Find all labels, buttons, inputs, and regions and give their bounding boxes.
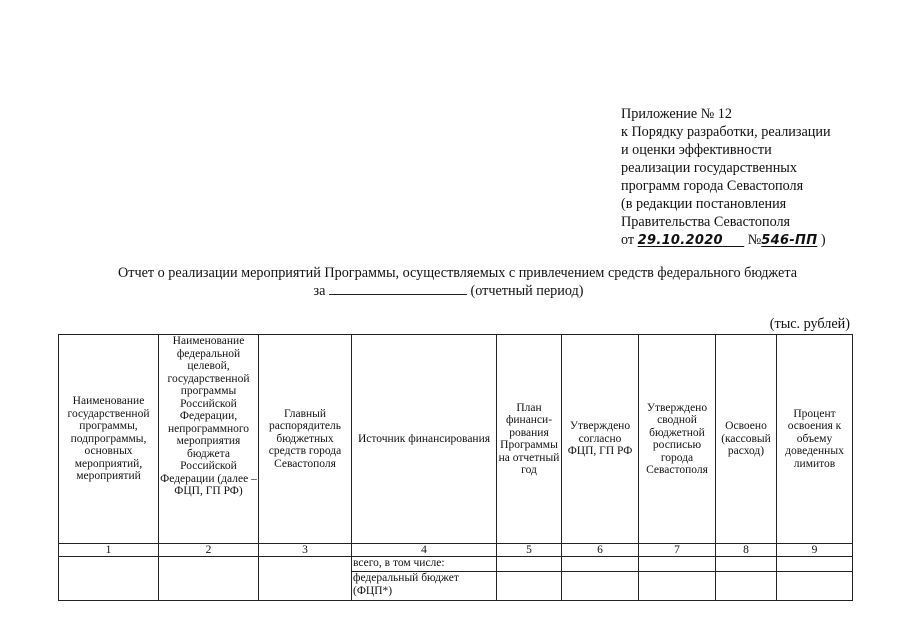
row-label-federal: федеральный бюджет (ФЦП*) <box>352 572 497 601</box>
header-funding-source: Источник финансирования <box>352 335 497 544</box>
header-percent: Процент освоения к объему доведенных лимитов <box>777 335 853 544</box>
column-number: 6 <box>562 544 639 557</box>
report-title <box>0 265 905 300</box>
table-cell[interactable] <box>562 572 639 601</box>
table-cell[interactable] <box>716 572 777 601</box>
table-cell[interactable] <box>777 557 853 572</box>
column-number: 9 <box>777 544 853 557</box>
table-cell[interactable] <box>497 557 562 572</box>
period-suffix: (отчетный период) <box>470 283 584 299</box>
header-federal-program: Наименование федеральной целевой, государственной программы Российской Федерации, непрограммного мероприятия бюджета Российской Федерации (далее – ФЦП, ГП РФ) <box>159 335 259 544</box>
report-title-line: Отчет о реализации мероприятий Программы, осуществляемых с привлечением средств федерального бюджета <box>118 265 797 281</box>
header-spent: Освоено (кассовый расход) <box>716 335 777 544</box>
appendix-line: (в редакции постановления <box>621 196 787 212</box>
column-number: 2 <box>159 544 259 557</box>
table-cell[interactable] <box>59 557 159 601</box>
table-cell[interactable] <box>777 572 853 601</box>
header-budget-manager: Главный распорядитель бюджетных средств города Севастополя <box>259 335 352 544</box>
column-number: 4 <box>352 544 497 557</box>
header-approved-fcp: Утверждено согласно ФЦП, ГП РФ <box>562 335 639 544</box>
period-prefix: за <box>313 283 326 299</box>
column-number: 1 <box>59 544 159 557</box>
appendix-line: к Порядку разработки, реализации <box>621 124 831 140</box>
report-table <box>58 334 853 601</box>
table-cell[interactable] <box>259 557 352 601</box>
appendix-title: Приложение № 12 <box>621 106 732 122</box>
units-label: (тыс. рублей) <box>769 316 850 332</box>
report-period-line <box>0 282 905 300</box>
table-cell[interactable] <box>159 557 259 601</box>
appendix-block <box>621 105 831 250</box>
table-header-row <box>59 335 853 544</box>
column-number: 3 <box>259 544 352 557</box>
header-program-name: Наименование государственной программы, подпрограммы, основных мероприятий, мероприятий <box>59 335 159 544</box>
header-funding-plan: План финанси- рования Программы на отчетный год <box>497 335 562 544</box>
number-suffix: ) <box>820 232 826 248</box>
number-prefix: № <box>747 232 762 248</box>
column-number: 5 <box>497 544 562 557</box>
table-row <box>59 557 853 572</box>
table-cell[interactable] <box>497 572 562 601</box>
decree-date: 29.10.2020 <box>637 233 723 248</box>
table-cell[interactable] <box>562 557 639 572</box>
period-blank-field[interactable] <box>329 282 467 295</box>
appendix-date-line <box>621 231 831 250</box>
table-cell[interactable] <box>716 557 777 572</box>
row-label-total: всего, в том числе: <box>352 557 497 572</box>
appendix-line: реализации государственных <box>621 160 797 176</box>
table-cell[interactable] <box>639 572 716 601</box>
appendix-line: и оценки эффективности <box>621 142 772 158</box>
table-cell[interactable] <box>639 557 716 572</box>
date-prefix: от <box>621 232 635 248</box>
column-number: 7 <box>639 544 716 557</box>
appendix-line: Правительства Севастополя <box>621 214 791 230</box>
decree-number: 546-ПП <box>761 233 818 248</box>
header-approved-budget: Утверждено сводной бюджетной росписью города Севастополя <box>639 335 716 544</box>
appendix-line: программ города Севастополя <box>621 178 804 194</box>
column-number: 8 <box>716 544 777 557</box>
column-number-row <box>59 544 853 557</box>
